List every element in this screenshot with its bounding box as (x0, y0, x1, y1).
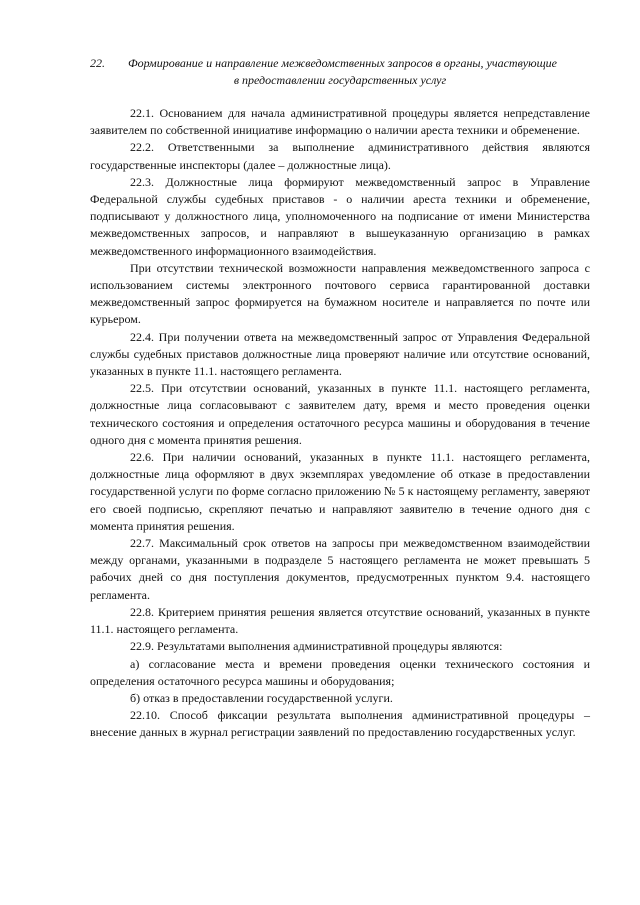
paragraph-22-9: 22.9. Результатами выполнения административной процедуры являются: (130, 639, 503, 654)
paragraph-22-6: 22.6. При наличии оснований, указанных в пункте 11.1. настоящего регламента, должностные лица оформляют в двух экземплярах уведомление об отказе в предоставлении государственной услуги по форме согласно приложению № 5 к настоящему регламенту, заверяют его своей подписью, скрепляют печатью и направляют заявителю в течение одного дня с момента принятия решения. (90, 450, 590, 533)
paragraph-22-4: 22.4. При получении ответа на межведомственный запрос от Управления Федеральной службы судебных приставов должностные лица проверяют наличие или отсутствие оснований, указанных в пункте 11.1. настоящего регламента. (90, 329, 590, 379)
list-item-b: б) отказ в предоставлении государственной услуги. (130, 690, 393, 705)
paragraph-22-2: 22.2. Ответственными за выполнение административного действия являются государственные инспекторы (далее – должностные лица). (90, 140, 590, 172)
paragraph-22-3-continued: При отсутствии технической возможности направления межведомственного запроса с использованием системы электронного почтового сервиса гарантированной доставки межведомственный запрос формируется на бумажном носителе и направляется по почте или курьером. (90, 260, 590, 327)
list-item-a: а) согласование места и времени проведения оценки технического состояния и определения остаточного ресурса машины и оборудования; (90, 656, 590, 688)
paragraph-22-7: 22.7. Максимальный срок ответов на запросы при межведомственном взаимодействии между органами, указанными в подразделе 5 настоящего регламента не может превышать 5 рабочих дней со дня поступления документов, предусмотренных пунктом 9.4. настоящего регламента. (90, 536, 590, 602)
paragraph-22-10: 22.10. Способ фиксации результата выполнения административной процедуры – внесение данных в журнал регистрации заявлений по предоставлению государственных услуг. (90, 708, 590, 740)
document-body (90, 105, 590, 742)
section-number: 22. (90, 56, 105, 70)
paragraph-22-8: 22.8. Критерием принятия решения является отсутствие оснований, указанных в пункте 11.1. настоящего регламента. (90, 604, 590, 637)
section-title-line-1: Формирование и направление межведомственных запросов в органы, участвующие (128, 56, 557, 70)
paragraph-22-1: 22.1. Основанием для начала административной процедуры является непредставление заявителем по собственной инициативе информацию о наличии ареста техники и обременение. (90, 106, 590, 138)
paragraph-22-3: 22.3. Должностные лица формируют межведомственный запрос в Управление Федеральной службы судебных приставов - о наличии ареста техники и обременение, подписывают у должностного лица, уполномоченного на подписание от имени Министерства межведомственных запросов, и направляют в вышеуказанную организацию в рамках межведомственного информационного взаимодействия. (90, 174, 590, 258)
section-title-line-2: в предоставлении государственных услуг (233, 73, 447, 87)
paragraph-22-5: 22.5. При отсутствии оснований, указанных в пункте 11.1. настоящего регламента, должностные лица согласовывают с заявителем дату, время и место проведения оценки технического состояния и определения остаточного ресурса машины и оборудования в течение одного дня с момента принятия решения. (90, 381, 590, 447)
